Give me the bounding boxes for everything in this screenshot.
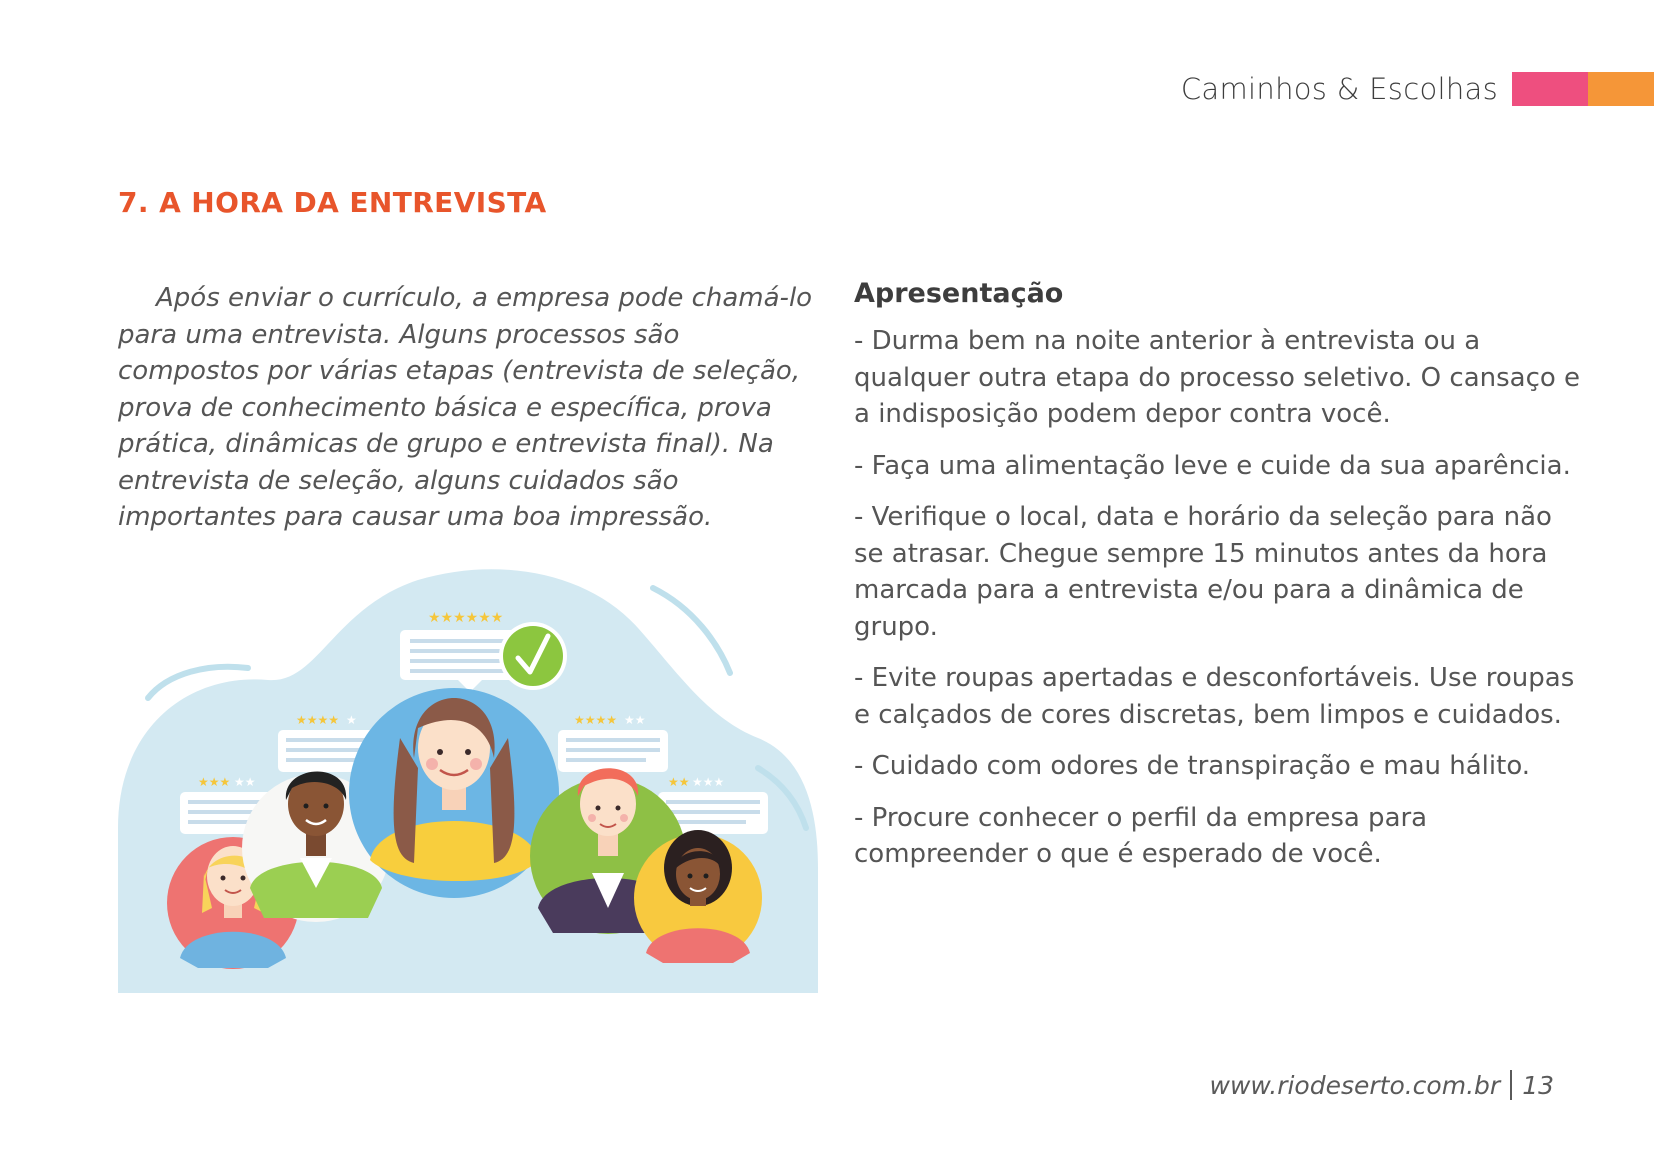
svg-text:★★: ★★ — [624, 713, 646, 727]
svg-text:★★: ★★ — [234, 775, 256, 789]
check-badge-icon — [499, 622, 567, 690]
tip-item: - Evite roupas apertadas e desconfortáveis. Use roupas e calçados de cores discretas, bem limpos e cuidados. — [854, 663, 1575, 730]
accent-bar-pink — [1512, 72, 1588, 106]
svg-text:★★★★: ★★★★ — [574, 713, 618, 727]
section-title: 7. A HORA DA ENTREVISTA — [118, 186, 547, 219]
svg-text:★: ★ — [346, 713, 357, 727]
page-header — [1181, 72, 1654, 106]
svg-text:★★★: ★★★ — [692, 775, 725, 789]
presentation-heading: Apresentação — [854, 278, 1064, 309]
svg-text:★★★★: ★★★★ — [296, 713, 340, 727]
tip-item: - Cuidado com odores de transpiração e mau hálito. — [854, 751, 1531, 781]
svg-text:★★★: ★★★ — [198, 775, 231, 789]
tip-item: - Verifique o local, data e horário da seleção para não se atrasar. Chegue sempre 15 minutos antes da hora marcada para a entrevista e/ou para a dinâmica de grupo. — [854, 502, 1552, 642]
intro-paragraph: Após enviar o currículo, a empresa pode chamá-lo para uma entrevista. Alguns processos são compostos por várias etapas (entrevista de seleção, prova de conhecimento básica e específica, prova prática, dinâmicas de grupo e entrevista final). Na entrevista de seleção, alguns cuidados são importantes para causar uma boa impressão. — [118, 283, 813, 532]
page-number: 13 — [1522, 1070, 1554, 1100]
footer-divider — [1510, 1070, 1512, 1100]
interview-candidates-illustration — [118, 568, 818, 993]
tip-item: - Durma bem na noite anterior à entrevista ou a qualquer outra etapa do processo seletivo. O cansaço e a indisposição podem depor contra você. — [854, 326, 1581, 429]
candidate-avatar-brown-hair-woman — [349, 688, 559, 898]
presentation-tips — [854, 278, 1584, 888]
svg-text:★★: ★★ — [668, 775, 690, 789]
accent-bar-orange — [1588, 72, 1654, 106]
svg-text:★★★★★★: ★★★★★★ — [428, 610, 504, 626]
website-link[interactable]: www.riodeserto.com.br — [1209, 1070, 1501, 1100]
brand-title: Caminhos & Escolhas — [1180, 72, 1498, 106]
tip-item: - Procure conhecer o perfil da empresa para compreender o que é esperado de você. — [854, 802, 1428, 869]
page-footer — [1210, 1070, 1555, 1100]
tip-item: - Faça uma alimentação leve e cuide da sua aparência. — [854, 450, 1571, 481]
